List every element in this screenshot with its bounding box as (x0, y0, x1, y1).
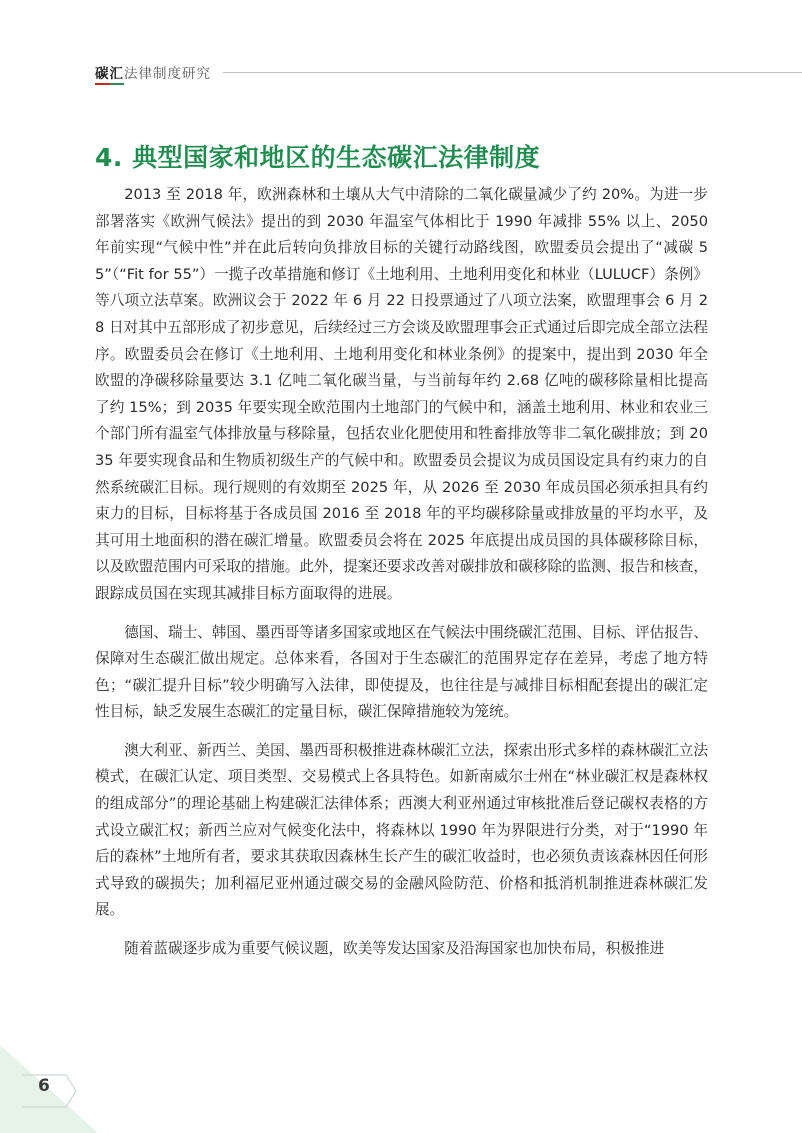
header-brand-char-1: 碳 (95, 66, 110, 85)
section-title: 4. 典型国家和地区的生态碳汇法律制度 (95, 143, 541, 172)
header-brand-char-2: 汇 (110, 66, 125, 85)
page-number: 6 (38, 1076, 50, 1096)
body-text (95, 182, 708, 975)
paragraph: 澳大利亚、新西兰、美国、墨西哥积极推进森林碳汇立法，探索出形式多样的森林碳汇立法模式，在碳汇认定、项目类型、交易模式上各具特色。如新南威尔士州在“林业碳汇权是森林权的组成部分”的理论基础上构建碳汇法律体系；西澳大利亚州通过审核批准后登记碳权表格的方式设立碳汇权；新西兰应对气候变化法中，将森林以 1990 年为界限进行分类，对于“1990 年后的森林”土地所有者，要求其获取因森林生长产生的碳汇收益时，也必须负责该森林因任何形式导致的碳损失；加利福尼亚州通过碳交易的金融风险防范、价格和抵消机制推进森林碳汇发展。 (95, 741, 708, 919)
corner-decoration (0, 1023, 120, 1133)
header-title (95, 62, 211, 82)
header-title-rest: 法律制度研究 (124, 66, 211, 82)
paragraph: 2013 至 2018 年，欧洲森林和土壤从大气中清除的二氧化碳量减少了约 20%。为进一步部署落实《欧洲气候法》提出的到 2030 年温室气体相比于 1990 年减排 55% 以上、2050 年前实现“气候中性”并在此后转向负排放目标的关键行动路线图，欧盟委员会提出了“减碳 55”（“Fit for 55”）一揽子改革措施和修订《土地利用、土地利用变化和林业（LULUCF）条例》等八项立法草案。欧洲议会于 2022 年 6 月 22 日投票通过了八项立法案，欧盟理事会 6 月 28 日对其中五部形成了初步意见，后续经过三方会谈及欧盟理事会正式通过后即完成全部立法程序。欧盟委员会在修订《土地利用、土地利用变化和林业条例》的提案中，提出到 2030 年全欧盟的净碳移除量要达 3.1 亿吨二氧化碳当量，与当前每年约 2.68 亿吨的碳移除量相比提高了约 15%；到 2035 年要实现全欧范围内土地部门的气候中和，涵盖土地利用、林业和农业三个部门所有温室气体排放量与移除量，包括农业化肥使用和牲畜排放等非二氧化碳排放；到 2035 年要实现食品和生物质初级生产的气候中和。欧盟委员会提议为成员国设定具有约束力的自然系统碳汇目标。现行规则的有效期至 2025 年，从 2026 至 2030 年成员国必须承担具有约束力的目标，目标将基于各成员国 2016 至 2018 年的平均碳移除量或排放量的平均水平，及其可用土地面积的潜在碳汇增量。欧盟委员会将在 2025 年底提出成员国的具体碳移除目标，以及欧盟范围内可采取的措施。此外，提案还要求改善对碳排放和碳移除的监测、报告和核查，跟踪成员国在实现其减排目标方面取得的进展。 (95, 186, 708, 602)
paragraph: 随着蓝碳逐步成为重要气候议题，欧美等发达国家及沿海国家也加快布局，积极推进 (124, 940, 665, 958)
header-divider (223, 72, 802, 73)
paragraph: 德国、瑞士、韩国、墨西哥等诸多国家或地区在气候法中围绕碳汇范围、目标、评估报告、保障对生态碳汇做出规定。总体来看，各国对于生态碳汇的范围界定存在差异，考虑了地方特色；“碳汇提升目标”较少明确写入法律，即使提及，也往往是与减排目标相配套提出的碳汇定性目标，缺乏发展生态碳汇的定量目标，碳汇保障措施较为笼统。 (95, 623, 708, 721)
running-header (95, 62, 802, 86)
